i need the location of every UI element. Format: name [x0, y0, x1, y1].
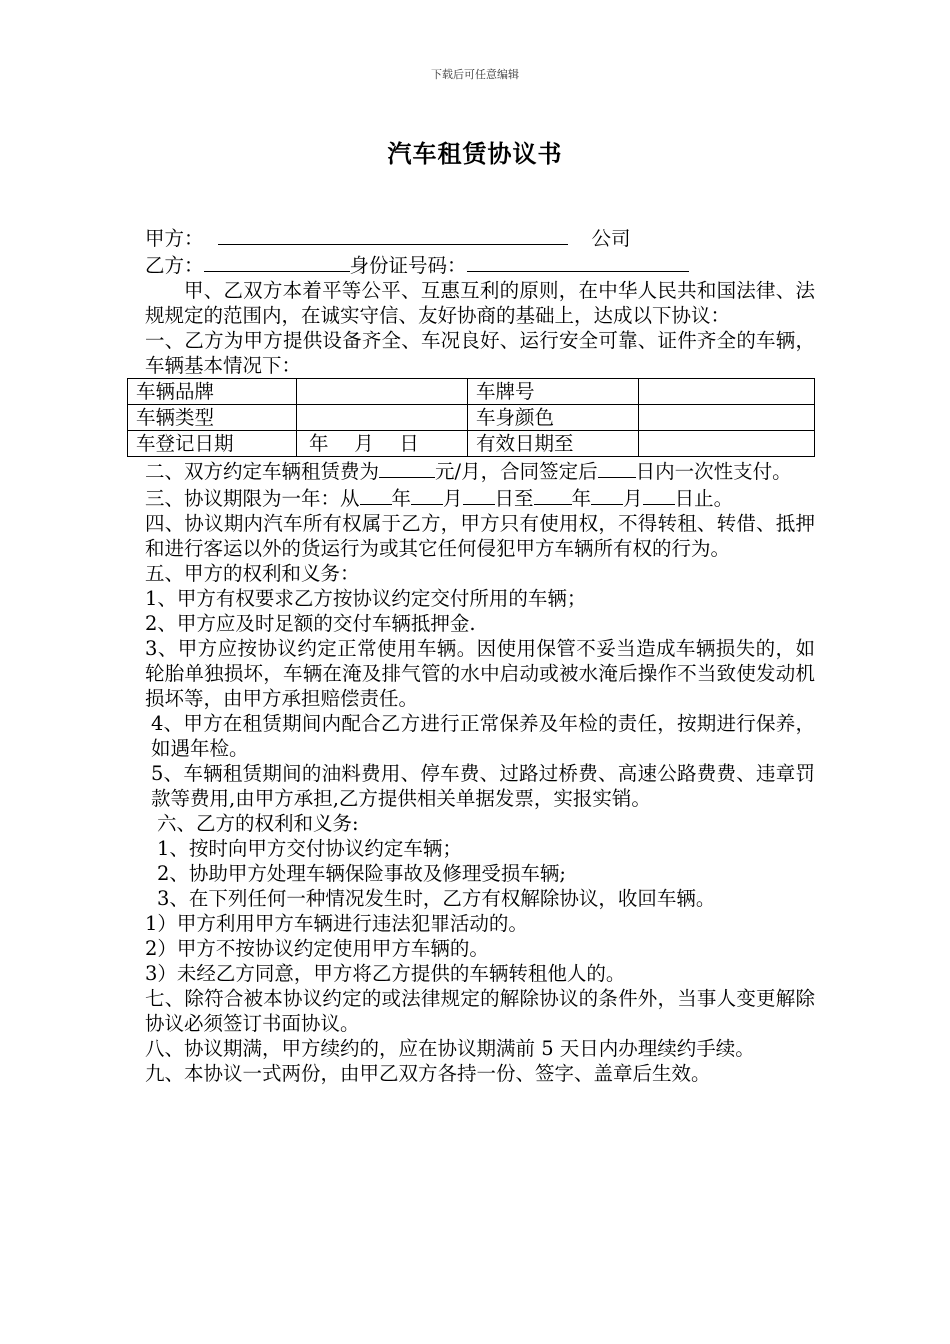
table-cell: 车登记日期: [128, 431, 297, 457]
clause-6-item: 3、在下列任何一种情况发生时，乙方有权解除协议，收回车辆。: [157, 887, 716, 910]
clause-5-item: 3、甲方应按协议约定正常使用车辆。因使用保管不妥当造成车辆损失的，如轮胎单独损坏，车辆在淹及排气管的水中启动或被水淹后操作不当致使发动机损坏等，由甲方承担赔偿责任。: [145, 637, 815, 710]
clause-5-title: 五、甲方的权利和义务：: [145, 562, 360, 585]
start-day-blank[interactable]: [463, 484, 495, 505]
table-cell-input[interactable]: 年 月 日: [297, 431, 468, 457]
clause-4: 四、协议期内汽车所有权属于乙方，甲方只有使用权，不得转租、转借、抵押和进行客运以外的货运行为或其它任何侵犯甲方车辆所有权的行为。: [145, 512, 815, 560]
table-cell-input[interactable]: [639, 379, 815, 405]
table-cell: 有效日期至: [468, 431, 639, 457]
start-month-blank[interactable]: [411, 484, 443, 505]
party-b-line: [145, 251, 815, 278]
clause-3-day-to: 日至: [494, 487, 534, 510]
clause-3-year-end: 年: [571, 487, 592, 510]
clause-5-item: 2、甲方应及时足额的交付车辆抵押金.: [145, 612, 476, 635]
party-a-name-blank[interactable]: [218, 224, 568, 245]
end-year-blank[interactable]: [534, 484, 572, 505]
clause-2-text-b: 元/月，合同签定后: [435, 460, 598, 483]
clause-3-text: 三、协议期限为一年：从: [145, 487, 360, 510]
end-day-blank[interactable]: [643, 484, 675, 505]
table-cell: 车身颜色: [468, 405, 639, 431]
end-month-blank[interactable]: [591, 484, 623, 505]
table-cell: 车辆类型: [128, 405, 297, 431]
clause-8: 八、协议期满，甲方续约的，应在协议期满前 5 天日内办理续约手续。: [145, 1037, 755, 1060]
clause-2-text-c: 日内一次性支付。: [635, 460, 792, 483]
table-row: [128, 431, 815, 457]
table-cell: 车辆品牌: [128, 379, 297, 405]
clause-5-item: 1、甲方有权要求乙方按协议约定交付所用的车辆；: [145, 587, 587, 610]
clause-6-item: 1、按时向甲方交付协议约定车辆；: [157, 837, 462, 860]
party-a-label: 甲方：: [145, 227, 204, 250]
clause-5-item: 5、车辆租赁期间的油料费用、停车费、过路过桥费、高速公路费费、违章罚款等费用,由甲方承担,乙方提供相关单据发票，实报实销。: [151, 762, 815, 810]
party-b-name-blank[interactable]: [204, 251, 350, 272]
table-cell-input[interactable]: [639, 431, 815, 457]
document-title: 汽车租赁协议书: [387, 139, 563, 168]
table-cell-input[interactable]: [639, 405, 815, 431]
party-b-id-blank[interactable]: [467, 251, 689, 272]
rent-amount-blank[interactable]: [379, 457, 435, 478]
agreement-body: [136, 224, 815, 1086]
clause-2-text-a: 二、双方约定车辆租赁费为: [145, 460, 380, 483]
clause-3-month-end: 月: [623, 487, 643, 510]
party-b-id-label: 身份证号码：: [349, 254, 467, 277]
clause-7: 七、除符合被本协议约定的或法律规定的解除协议的条件外，当事人变更解除协议必须签订书面协议。: [145, 987, 815, 1035]
party-a-suffix: 公司: [591, 227, 631, 250]
clause-6-title: 六、乙方的权利和义务:: [157, 812, 359, 835]
clause-6-subitem: 2）甲方不按协议约定使用甲方车辆的。: [145, 937, 489, 960]
clause-3-year: 年: [391, 487, 412, 510]
clause-9: 九、本协议一式两份，由甲乙双方各持一份、签字、盖章后生效。: [145, 1062, 711, 1085]
clause-3: [145, 484, 815, 511]
party-b-label: 乙方：: [145, 254, 204, 277]
vehicle-info-table: [127, 378, 815, 457]
clause-5-item: 4、甲方在租赁期间内配合乙方进行正常保养及年检的责任，按期进行保养，如遇年检。: [151, 712, 815, 760]
table-row: [128, 379, 815, 405]
table-cell-input[interactable]: [297, 405, 468, 431]
header-note: 下载后可任意编辑: [431, 68, 519, 81]
payment-days-blank[interactable]: [598, 457, 636, 478]
party-a-line: [145, 224, 815, 251]
clause-3-day-end: 日止。: [674, 487, 734, 510]
clause-6-subitem: 3）未经乙方同意，甲方将乙方提供的车辆转租他人的。: [145, 962, 626, 985]
intro-paragraph: 甲、乙双方本着平等公平、互惠互利的原则，在中华人民共和国法律、法规规定的范围内，在诚实守信、友好协商的基础上，达成以下协议：: [145, 279, 815, 327]
table-cell: 车牌号: [468, 379, 639, 405]
clause-3-month: 月: [443, 487, 463, 510]
table-cell-input[interactable]: [297, 379, 468, 405]
table-row: [128, 405, 815, 431]
clause-1: 一、乙方为甲方提供设备齐全、车况良好、运行安全可靠、证件齐全的车辆，车辆基本情况下：: [145, 329, 815, 377]
start-year-blank[interactable]: [360, 484, 392, 505]
clause-6-item: 2、协助甲方处理车辆保险事故及修理受损车辆;: [157, 862, 566, 885]
clause-6-subitem: 1）甲方利用甲方车辆进行违法犯罪活动的。: [145, 912, 528, 935]
clause-2: [145, 457, 815, 484]
